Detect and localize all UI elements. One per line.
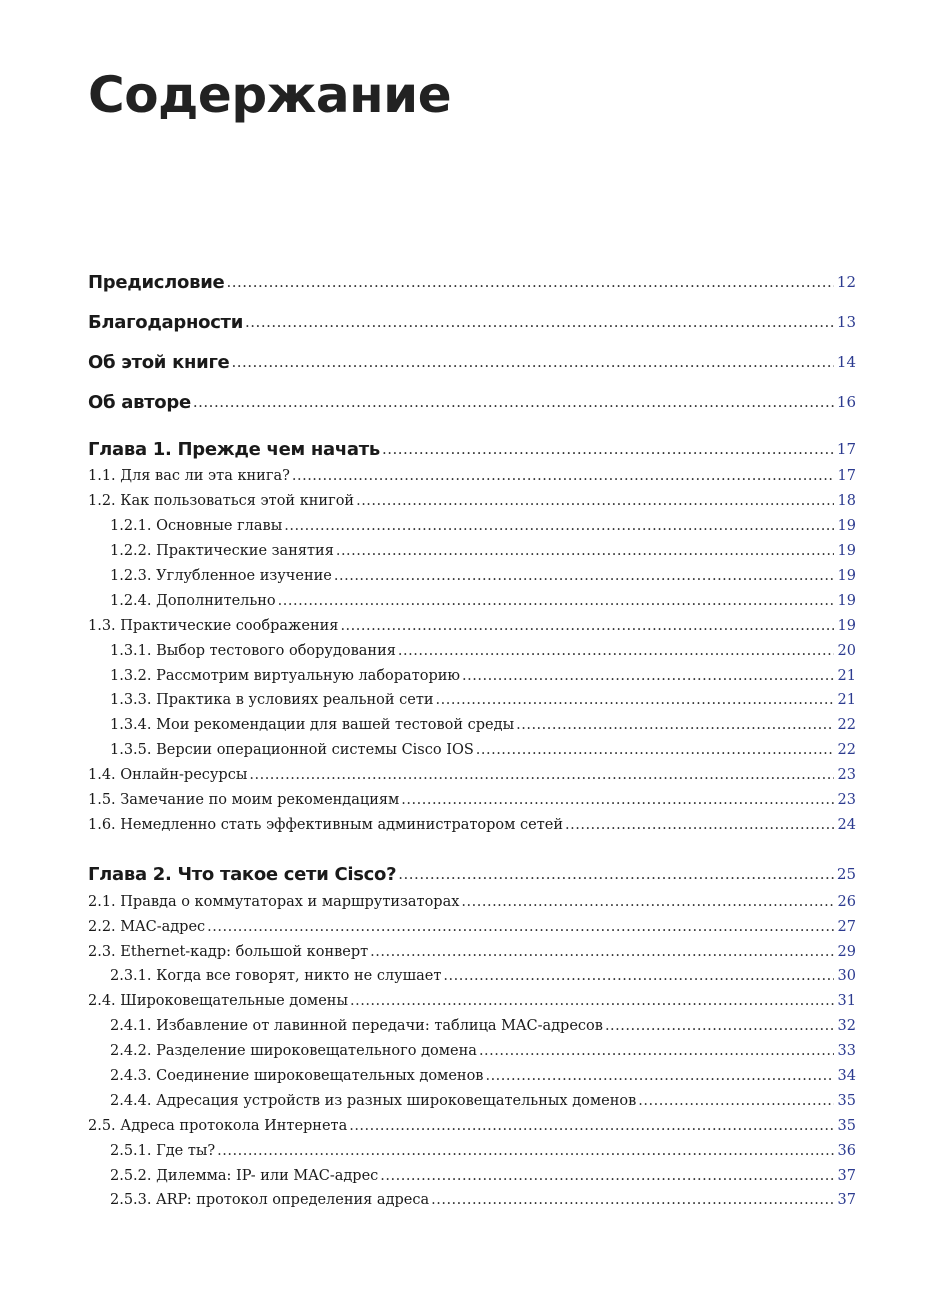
dot-leader <box>350 993 834 1009</box>
toc-chapter-2[interactable] <box>88 859 856 889</box>
toc-page-number: 35 <box>837 1092 856 1109</box>
toc-subsection-entry[interactable] <box>88 964 856 989</box>
toc-entry-label: 1.3.1. Выбор тестового оборудования <box>110 642 396 659</box>
toc-entry-label: 1.1. Для вас ли эта книга? <box>88 468 290 485</box>
dot-leader <box>398 865 834 883</box>
toc-subsection-entry[interactable] <box>88 688 856 713</box>
toc-page-number: 26 <box>837 893 856 910</box>
dot-leader <box>340 618 834 634</box>
dot-leader <box>476 742 834 758</box>
toc-subsection-entry[interactable] <box>88 638 856 663</box>
toc-page-number: 19 <box>837 592 856 609</box>
toc-entry-label: 1.2.1. Основные главы <box>110 518 283 535</box>
table-of-contents <box>88 262 856 1213</box>
toc-subsection-entry[interactable] <box>88 1014 856 1039</box>
spacer <box>88 837 856 859</box>
dot-leader <box>382 440 834 458</box>
toc-entry-label: 1.4. Онлайн-ресурсы <box>88 767 248 784</box>
dot-leader <box>516 717 834 733</box>
toc-subsection-entry[interactable] <box>88 1138 856 1163</box>
toc-section-entry[interactable] <box>88 939 856 964</box>
toc-page-number: 37 <box>837 1192 856 1209</box>
dot-leader <box>443 968 834 984</box>
dot-leader <box>193 393 834 411</box>
toc-chapter-label: Глава 2. Что такое сети Cisco? <box>88 863 397 885</box>
toc-subsection-entry[interactable] <box>88 539 856 564</box>
toc-entry-label: 2.1. Правда о коммутаторах и маршрутизаторах <box>88 893 460 910</box>
toc-entry-label: Об авторе <box>88 391 191 413</box>
toc-chapter-label: Глава 1. Прежде чем начать <box>88 438 380 460</box>
dot-leader <box>479 1043 834 1059</box>
toc-entry-label: Об этой книге <box>88 351 230 373</box>
page-title: Содержание <box>88 66 452 124</box>
toc-page-number: 12 <box>836 273 856 291</box>
spacer <box>88 422 856 434</box>
toc-page-number: 17 <box>836 440 856 458</box>
toc-entry-label: Благодарности <box>88 311 244 333</box>
toc-entry-label: 2.4. Широковещательные домены <box>88 993 348 1010</box>
dot-leader <box>380 1168 834 1184</box>
dot-leader <box>431 1192 834 1208</box>
toc-section-entry[interactable] <box>88 889 856 914</box>
toc-entry-label: 1.2.4. Дополнительно <box>110 592 276 609</box>
dot-leader <box>565 817 834 833</box>
toc-section-entry[interactable] <box>88 989 856 1014</box>
dot-leader <box>638 1093 834 1109</box>
toc-entry-label: 2.5.3. ARP: протокол определения адреса <box>110 1192 430 1209</box>
dot-leader <box>462 668 834 684</box>
toc-section-entry[interactable] <box>88 613 856 638</box>
toc-page-number: 17 <box>837 468 856 485</box>
toc-entry-label: 2.5.2. Дилемма: IP- или MAC-адрес <box>110 1167 379 1184</box>
toc-entry-label: 2.3.1. Когда все говорят, никто не слушает <box>110 968 442 985</box>
dot-leader <box>207 919 834 935</box>
toc-section-entry[interactable] <box>88 914 856 939</box>
toc-page-number: 18 <box>837 493 856 510</box>
toc-subsection-entry[interactable] <box>88 663 856 688</box>
dot-leader <box>356 493 834 509</box>
toc-subsection-entry[interactable] <box>88 738 856 763</box>
toc-page-number: 22 <box>837 742 856 759</box>
toc-page-number: 29 <box>837 943 856 960</box>
toc-page-number: 20 <box>837 642 856 659</box>
toc-page-number: 25 <box>836 865 856 884</box>
toc-entry-label: 1.3.3. Практика в условиях реальной сети <box>110 692 434 709</box>
toc-page-number: 21 <box>837 692 856 709</box>
toc-entry-label: 1.3.5. Версии операционной системы Cisco IOS <box>110 742 474 759</box>
toc-subsection-entry[interactable] <box>88 1088 856 1113</box>
toc-page-number: 33 <box>837 1043 856 1060</box>
dot-leader <box>398 643 834 659</box>
toc-section-entry[interactable] <box>88 812 856 837</box>
toc-entry-label: 2.4.1. Избавление от лавинной передачи: таблица MAC-адресов <box>110 1018 603 1035</box>
toc-page-number: 30 <box>837 968 856 985</box>
toc-entry-label: 1.2.2. Практические занятия <box>110 543 334 560</box>
dot-leader <box>485 1068 834 1084</box>
toc-entry-label: 1.5. Замечание по моим рекомендациям <box>88 792 400 809</box>
toc-entry-about-author[interactable] <box>88 382 856 422</box>
toc-page-number: 31 <box>837 993 856 1010</box>
toc-page-number: 34 <box>837 1068 856 1085</box>
dot-leader <box>292 468 834 484</box>
dot-leader <box>336 543 834 559</box>
toc-entry-label: 2.3. Ethernet-кадр: большой конверт <box>88 943 369 960</box>
toc-page-number: 23 <box>837 792 856 809</box>
dot-leader <box>436 692 834 708</box>
toc-entry-label: 2.4.3. Соединение широковещательных доменов <box>110 1068 484 1085</box>
toc-section-entry[interactable] <box>88 464 856 489</box>
toc-subsection-entry[interactable] <box>88 1188 856 1213</box>
toc-entry-label: 2.5. Адреса протокола Интернета <box>88 1117 348 1134</box>
toc-entry-label: 1.2.3. Углубленное изучение <box>110 568 332 584</box>
dot-leader <box>226 273 834 291</box>
toc-page-number: 19 <box>837 543 856 560</box>
dot-leader <box>461 894 834 910</box>
toc-page-number: 13 <box>836 313 856 331</box>
toc-page-number: 37 <box>837 1167 856 1184</box>
toc-entry-label: 1.2. Как пользоваться этой книгой <box>88 493 355 510</box>
toc-page-number: 27 <box>837 918 856 935</box>
toc-page-number: 14 <box>836 353 856 371</box>
toc-page-number: 36 <box>837 1142 856 1159</box>
toc-page-number: 32 <box>837 1018 856 1035</box>
toc-page-number: 19 <box>837 518 856 535</box>
toc-page-number: 24 <box>837 816 856 833</box>
dot-leader <box>370 944 834 960</box>
toc-subsection-entry[interactable] <box>88 713 856 738</box>
dot-leader <box>349 1118 834 1134</box>
chapter-1-entries <box>88 464 856 837</box>
toc-entry-label: 2.4.2. Разделение широковещательного домена <box>110 1043 477 1060</box>
toc-section-entry[interactable] <box>88 763 856 788</box>
toc-entry-label: 1.3.4. Мои рекомендации для вашей тестовой среды <box>110 717 515 734</box>
toc-page-number: 22 <box>837 717 856 734</box>
toc-subsection-entry[interactable] <box>88 1163 856 1188</box>
chapter-2-entries <box>88 889 856 1213</box>
toc-section-entry[interactable] <box>88 788 856 813</box>
dot-leader <box>231 353 834 371</box>
dot-leader <box>284 518 834 534</box>
dot-leader <box>245 313 834 331</box>
toc-subsection-entry[interactable] <box>88 514 856 539</box>
dot-leader <box>605 1018 834 1034</box>
toc-subsection-entry[interactable] <box>88 1064 856 1089</box>
toc-section-entry[interactable] <box>88 489 856 514</box>
toc-entry-label: 1.3.2. Рассмотрим виртуальную лабораторию <box>110 667 461 684</box>
toc-page-number: 16 <box>836 393 856 411</box>
toc-page-number: 19 <box>837 568 856 584</box>
toc-entry-label: 2.4.4. Адресация устройств из разных широковещательных доменов <box>110 1092 637 1109</box>
toc-entry-label: Предисловие <box>88 271 225 293</box>
dot-leader <box>249 767 834 783</box>
toc-subsection-entry[interactable] <box>88 1039 856 1064</box>
toc-entry-label: 1.3. Практические соображения <box>88 617 339 634</box>
toc-page-number: 23 <box>837 767 856 784</box>
toc-entry-about-book[interactable] <box>88 342 856 382</box>
toc-section-entry[interactable] <box>88 1113 856 1138</box>
toc-subsection-entry[interactable] <box>88 588 856 613</box>
toc-page-number: 19 <box>837 617 856 634</box>
toc-chapter-1[interactable] <box>88 434 856 464</box>
toc-entry-label: 2.5.1. Где ты? <box>110 1142 216 1159</box>
toc-entry-preface[interactable] <box>88 262 856 302</box>
toc-page-number: 21 <box>837 667 856 684</box>
dot-leader <box>217 1143 834 1159</box>
toc-subsection-entry[interactable] <box>88 564 856 589</box>
dot-leader <box>401 792 834 808</box>
toc-entry-acknowledgements[interactable] <box>88 302 856 342</box>
dot-leader <box>278 593 834 609</box>
toc-entry-label: 2.2. MAC-адрес <box>88 918 206 935</box>
toc-page-number: 35 <box>837 1117 856 1134</box>
toc-entry-label: 1.6. Немедленно стать эффективным администратором сетей <box>88 816 564 833</box>
dot-leader <box>334 568 834 584</box>
